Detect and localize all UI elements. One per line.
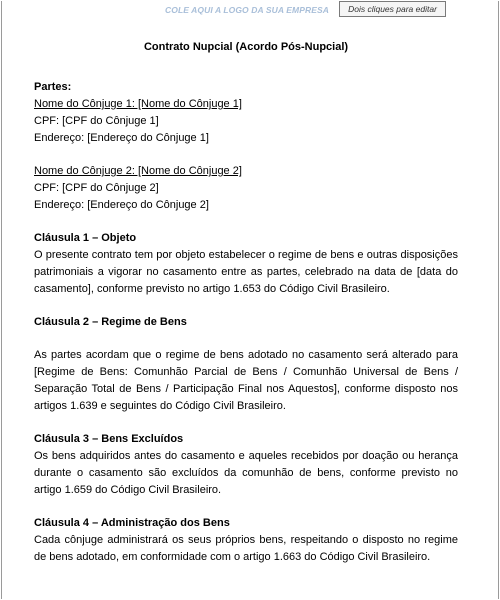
edit-button[interactable]: Dois cliques para editar bbox=[339, 1, 446, 17]
clause-heading: Cláusula 1 – Objeto bbox=[34, 232, 137, 244]
clause-text: O presente contrato tem por objeto estabelecer o regime de bens e outras disposições patrimoniais a vigorar no casamento entre as partes, celebrado na data de [data do casamento], conforme previsto no artigo 1.653 do Código Civil Brasileiro. bbox=[34, 249, 458, 295]
spouse1-cpf: CPF: [CPF do Cônjuge 1] bbox=[34, 115, 159, 127]
spouse1-address: Endereço: [Endereço do Cônjuge 1] bbox=[34, 132, 209, 144]
clause-text: As partes acordam que o regime de bens adotado no casamento será alterado para [Regime de Bens: Comunhão Parcial de Bens / Comunhão Universal de Bens / Separação Total de Bens / Participação Final nos Aquestos], conforme disposto nos artigos 1.639 e seguintes do Código Civil Brasileiro. bbox=[34, 349, 458, 412]
logo-placeholder-text: COLE AQUI A LOGO DA SUA EMPRESA bbox=[165, 5, 329, 15]
contract-document bbox=[34, 40, 458, 566]
spouse1-name: Nome do Cônjuge 1: [Nome do Cônjuge 1] bbox=[34, 98, 242, 110]
clause-heading: Cláusula 3 – Bens Excluídos bbox=[34, 433, 184, 445]
clause-text: Cada cônjuge administrará os seus próprios bens, respeitando o disposto no regime de bens adotado, em conformidade com o artigo 1.663 do Código Civil Brasileiro. bbox=[34, 534, 458, 563]
clause-heading: Cláusula 4 – Administração dos Bens bbox=[34, 517, 230, 529]
spouse2-name: Nome do Cônjuge 2: [Nome do Cônjuge 2] bbox=[34, 165, 242, 177]
spouse2-cpf: CPF: [CPF do Cônjuge 2] bbox=[34, 182, 159, 194]
document-title: Contrato Nupcial (Acordo Pós-Nupcial) bbox=[143, 41, 349, 53]
parties-heading: Partes: bbox=[34, 81, 72, 93]
clause-heading: Cláusula 2 – Regime de Bens bbox=[34, 316, 187, 328]
clause-text: Os bens adquiridos antes do casamento e aqueles recebidos por doação ou herança durante o casamento são excluídos da comunhão de bens, conforme previsto no artigo 1.659 do Código Civil Brasileiro. bbox=[34, 450, 458, 496]
spouse2-address: Endereço: [Endereço do Cônjuge 2] bbox=[34, 199, 209, 211]
